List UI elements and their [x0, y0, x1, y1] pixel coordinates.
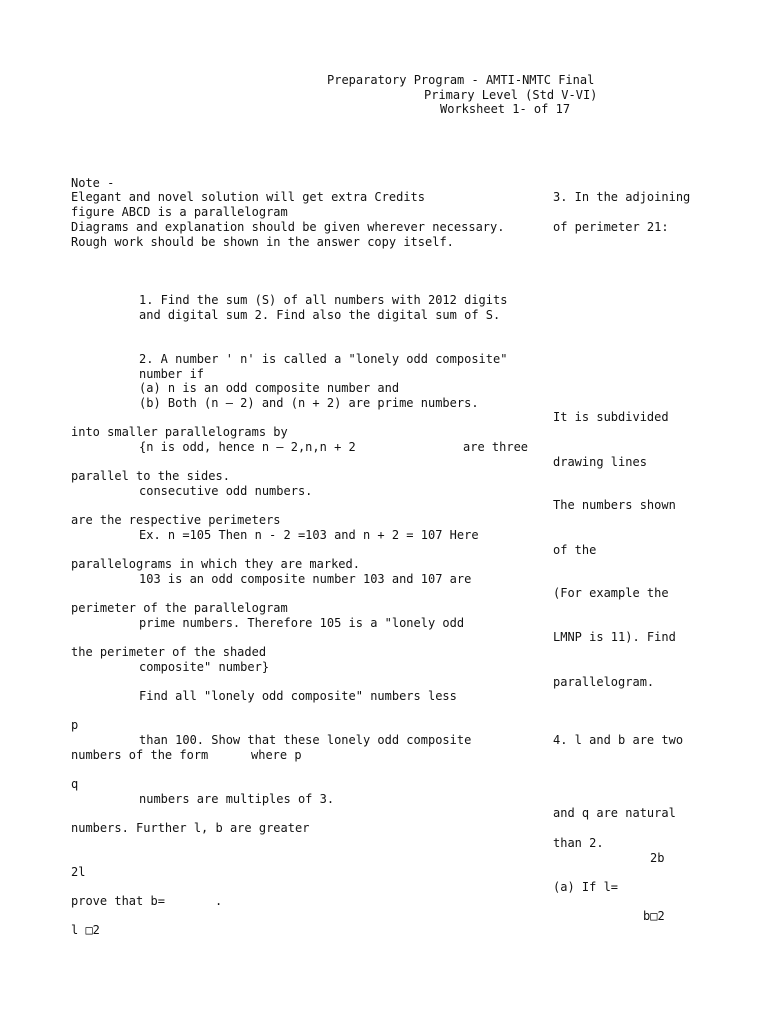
note-line: figure ABCD is a parallelogram: [71, 205, 288, 219]
q3-wrap-text: parallelograms in which they are marked.: [71, 557, 360, 571]
q3-wrap-text: into smaller parallelograms by: [71, 425, 288, 439]
q4-text: (a) If l=: [553, 880, 619, 894]
q3-text: It is subdivided: [553, 410, 669, 424]
q4-wrap-text: prove that b=: [71, 894, 165, 908]
q4-text: and q are natural: [553, 806, 676, 820]
note-line: Elegant and novel solution will get extra Credits: [71, 190, 426, 204]
q3-text: 3. In the adjoining: [553, 190, 691, 204]
q3-text: parallelogram.: [553, 675, 655, 689]
q2-text: than 100. Show that these lonely odd composite: [139, 733, 472, 747]
header-program: Preparatory Program - AMTI-NMTC Final: [327, 73, 595, 87]
q3-wrap-text: perimeter of the parallelogram: [71, 601, 288, 615]
note-line: Diagrams and explanation should be given wherever necessary.: [71, 220, 505, 234]
q2-text: numbers are multiples of 3.: [139, 792, 335, 806]
q2-text: prime numbers. Therefore 105 is a "lonely odd: [139, 616, 465, 630]
note-title: Note -: [71, 176, 115, 190]
q4-fraction-numerator: 2l: [71, 865, 86, 879]
q3-wrap-text: parallel to the sides.: [71, 469, 230, 483]
q2-text: Find all "lonely odd composite" numbers less: [139, 689, 457, 703]
q1-text: and digital sum 2. Find also the digital sum of S.: [139, 308, 501, 322]
q3-text: LMNP is 11). Find: [553, 630, 676, 644]
q2-text: 2. A number ' n' is called a "lonely odd composite": [139, 352, 508, 366]
q4-text: than 2.: [553, 836, 604, 850]
q3-text: (For example the: [553, 586, 669, 600]
header-worksheet: Worksheet 1- of 17: [440, 102, 571, 116]
q4-wrap-text: numbers. Further l, b are greater: [71, 821, 310, 835]
q3-text: of perimeter 21:: [553, 220, 669, 234]
q3-text: of the: [553, 543, 597, 557]
q2-text: number if: [139, 367, 205, 381]
q3-text: The numbers shown: [553, 498, 676, 512]
q2-text: are three: [463, 440, 529, 454]
q3-wrap-text: the perimeter of the shaded: [71, 645, 267, 659]
q1-text: 1. Find the sum (S) of all numbers with 2012 digits: [139, 293, 508, 307]
q2-text: (b) Both (n — 2) and (n + 2) are prime numbers.: [139, 396, 479, 410]
q4-fraction-denominator: b□2: [643, 909, 665, 923]
q4-fraction-numerator: 2b: [650, 851, 665, 865]
q4-fraction-denominator: l □2: [71, 923, 100, 937]
q2-text: composite" number}: [139, 660, 270, 674]
q3-wrap-text: are the respective perimeters: [71, 513, 281, 527]
q2-text: (a) n is an odd composite number and: [139, 381, 400, 395]
q4-wrap-text: numbers of the form: [71, 748, 209, 762]
header-level: Primary Level (Std V-VI): [424, 88, 598, 102]
q4-wrap-text: .: [215, 894, 223, 908]
q2-text: Ex. n =105 Then n - 2 =103 and n + 2 = 107 Here: [139, 528, 479, 542]
q3-text: drawing lines: [553, 455, 647, 469]
note-line: Rough work should be shown in the answer copy itself.: [71, 235, 454, 249]
q2-text: consecutive odd numbers.: [139, 484, 313, 498]
q4-wrap-text: where p: [251, 748, 302, 762]
q4-text: 4. l and b are two: [553, 733, 684, 747]
q2-text: 103 is an odd composite number 103 and 107 are: [139, 572, 472, 586]
q4-fraction-denominator: q: [71, 777, 79, 791]
q2-text: {n is odd, hence n — 2,n,n + 2: [139, 440, 356, 454]
q4-fraction-numerator: p: [71, 718, 79, 732]
